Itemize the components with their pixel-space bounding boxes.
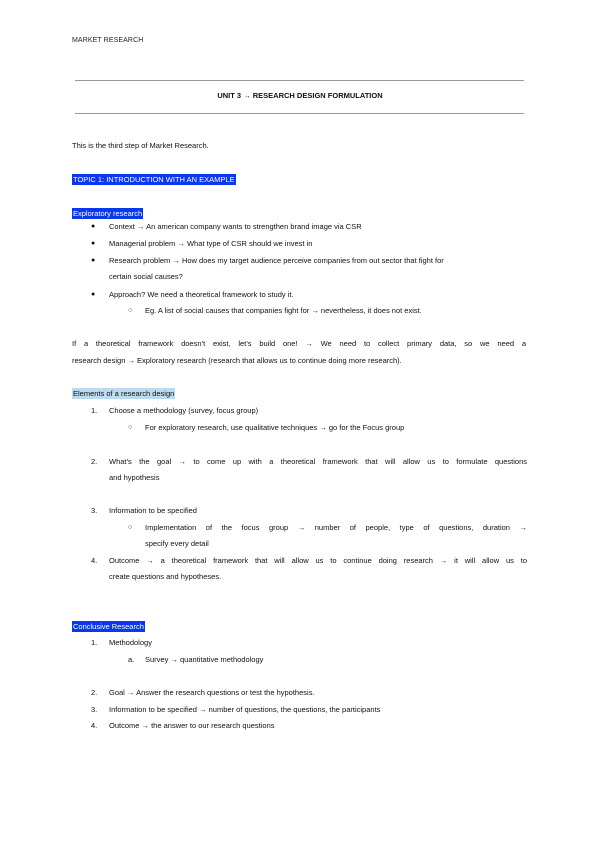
exploratory-heading-label: Exploratory research <box>73 209 143 218</box>
list-item: Approach? We need a theoretical framework to study it. <box>109 290 294 299</box>
elements-heading-label: Elements of a research design <box>73 389 175 398</box>
list-item: Information to be specified → number of questions, the questions, the participants <box>109 705 381 714</box>
bullet-icon: ● <box>91 223 96 230</box>
paragraph-line-2: research design → Exploratory research (research that allows us to continue doing more research). <box>72 356 402 365</box>
sub-list-item-continuation: specify every detail <box>145 539 209 548</box>
topic-1-heading <box>72 175 236 185</box>
list-number: 2. <box>91 457 98 466</box>
list-item: Context → An american company wants to strengthen brand image via CSR <box>109 222 362 231</box>
sub-list-item: Implementation of the focus group → number of people, type of questions, duration → <box>145 523 527 532</box>
list-item: Information to be specified <box>109 506 197 515</box>
running-header: MARKET RESEARCH <box>72 37 144 44</box>
list-item: What’s the goal → to come up with a theoretical framework that will allow us to formulate questions <box>109 457 527 466</box>
bullet-icon: ● <box>91 291 96 298</box>
topic-1-label: TOPIC 1: INTRODUCTION WITH AN EXAMPLE <box>73 175 235 184</box>
list-number: 4. <box>91 556 98 565</box>
list-item: Methodology <box>109 638 152 647</box>
paragraph-line-1: If a theoretical framework doesn’t exist, let’s build one! → We need to collect primary data, so we need a <box>72 339 526 348</box>
intro-text: This is the third step of Market Research. <box>72 141 209 150</box>
title-bottom-rule <box>75 113 524 114</box>
elements-heading <box>72 389 175 399</box>
list-number: 4. <box>91 721 98 730</box>
conclusive-heading <box>72 622 145 632</box>
list-item: Managerial problem → What type of CSR should we invest in <box>109 239 313 248</box>
sub-list-item: Eg. A list of social causes that companies fight for → nevertheless, it does not exist. <box>145 306 422 315</box>
list-item: Outcome → a theoretical framework that will allow us to continue doing research → it will allow us to <box>109 556 527 565</box>
list-item: Research problem → How does my target audience perceive companies from out sector that fight for <box>109 256 444 265</box>
list-number: 1. <box>91 638 98 647</box>
list-number: 2. <box>91 688 98 697</box>
page-title: UNIT 3 → RESEARCH DESIGN FORMULATION <box>217 91 383 100</box>
sub-bullet-icon: ○ <box>128 524 133 531</box>
title-top-rule <box>75 80 524 81</box>
list-number: 1. <box>91 406 98 415</box>
list-item: Goal → Answer the research questions or test the hypothesis. <box>109 688 315 697</box>
list-item-continuation: and hypothesis <box>109 473 160 482</box>
exploratory-heading <box>72 209 143 219</box>
bullet-icon: ● <box>91 257 96 264</box>
list-item-continuation: certain social causes? <box>109 272 183 281</box>
sub-bullet-icon: ○ <box>128 424 133 431</box>
list-item: Outcome → the answer to our research questions <box>109 721 275 730</box>
list-item-continuation: create questions and hypotheses. <box>109 572 222 581</box>
sub-list-item: Survey → quantitative methodology <box>145 655 264 664</box>
list-number: 3. <box>91 506 98 515</box>
sub-list-letter: a. <box>128 655 135 664</box>
list-item: Choose a methodology (survey, focus group) <box>109 406 259 415</box>
bullet-icon: ● <box>91 240 96 247</box>
conclusive-heading-label: Conclusive Research <box>73 622 144 631</box>
sub-bullet-icon: ○ <box>128 307 133 314</box>
sub-list-item: For exploratory research, use qualitative techniques → go for the Focus group <box>145 423 405 432</box>
list-number: 3. <box>91 705 98 714</box>
